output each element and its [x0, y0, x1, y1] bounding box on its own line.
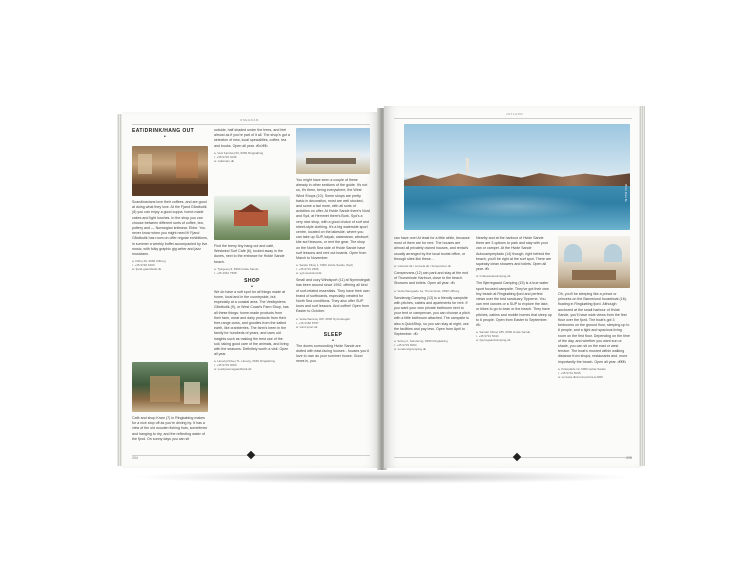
cafe-kram-photo: [132, 362, 208, 412]
kram-info: a. Vest Fjordvej 53, 6950 Ringkøbing t. +45 9732 4046 w. cafekram.dk: [214, 150, 264, 163]
right-column-1: [394, 236, 470, 354]
right-column-2: [476, 236, 552, 345]
left-running-head: OSEGRAM: [240, 118, 259, 122]
westwind-cafe-photo: [214, 196, 290, 240]
windsport-paragraph: Small and cozy Windsport (11) at Nymindegab has been around since 1992, offering all kind of surf-related essentials. They have their own brand of surfboards, especially created for North Sea conditions. They also offer SUP tours and surf lessons. And coffee! Open from Easter to October.: [296, 278, 370, 314]
campervans-paragraph: Campervans (12) can park and stay at the end of Thorsminde Harbour, close to the beach. Showers and toilets. Open all year. •€•: [394, 271, 469, 286]
left-column-1-text: [132, 200, 208, 274]
autocamperplads-paragraph: Nearby and at the harbour of Hvide Sande there are 3 options to park and stay with your van or camper. At the Hvide Sande Autocamperplads (14) though, right behind the beach, you'll be right at the surf spot. There are squeaky clean showers and toilets. Open all year. •€•: [476, 236, 552, 272]
left-column-1: [132, 128, 208, 140]
right-column-3: [558, 292, 630, 382]
kram-continued: outside, half shaded under the trees, and feel almost as if you're part of it all. The shop's got a selection of new, local specialities, coffee, tea and books. Open all year. •€•/•€€•: [214, 128, 290, 148]
sondervig-camping-info: a. Solvej 2, Søndervig, 6950 Ringkøbing t. +45 9733 9004 w. sondervigcamping.dk: [394, 339, 448, 352]
section-title-eat: EAT/DRINK/HANG OUT: [132, 128, 195, 134]
left-header-rule: [132, 124, 370, 125]
section-title-shop: SHOP: [244, 277, 260, 284]
right-page: [384, 106, 642, 468]
shop-dot: •: [251, 283, 253, 290]
houseboat-info: a. Kirkeplads 12, 6960 Hvide Sande t. +45 9731 5045 w. sonvela.dk/comment/ca-HJ269: [558, 366, 606, 379]
rental-houses-paragraph: can have one! At least for a little while, because most of them are for rent. The houses are almost all privately owned houses, and rental's usually arranged by the local tourist office, or through sites like these...: [394, 236, 470, 261]
section-title-sleep: SLEEP: [323, 331, 343, 338]
sleep-paragraph: The dunes surrounding Hvide Sande are dotted with east-facing houses - houses you'd love to own as your summer house. Good news is, you: [296, 343, 369, 364]
houseboat-paragraph: Oh, you'll be sleeping like a prince or princess on the Bønnelund houseboat (16), floating in Ringkøbing fjord. Although anchored at the small harbour of Hvide Sande, you'll have wide views from the first floor over the fjord. The boat's got 3 bedrooms on the ground floor, sleeping up to 6 people, and a light and spacious living room on the first floor. Depending on the time of the day, and whether you want sun or shade, you can sit on the east or west terrace. The boat's moored within walking distance from shops, restaurants and, more importantly the beach. Open all year. •€€€•: [558, 292, 630, 364]
sleep-dot: •: [332, 337, 334, 344]
fjand-paragraph: Scandinavians love their coffees, and are good at doing what they love. At the Fjand Gårdbutik (8) you can enjoy a good cuppa, home-made cakes and light lunches. In the shop you can choose between different sorts of coffee, tea, pottery and — Norwegian knitwear. Ebbe. You never know when you might need it! Fjand Gårdbutik has room on offer regular exhibitions, in summer a weekly buffet accompanied by live music, with folky graphic gig writer and jazz musicians.: [132, 200, 208, 257]
westwind-cafe-paragraph: Find the teeny tiny hang out and café, Westwind Surf Café (6), tucked away in the dunes, next to the entrance for Holde Sande beach.: [214, 244, 285, 264]
rental-houses-info: w. visitvest.dk / sonvela.dk / feriepartner.dk: [394, 264, 451, 269]
west-wind-paragraph: You might have seen a couple of these already in other sections of the guide. It's not us, it's them, being everywhere, the West Wind Shops (10). Some shops are pretty basic in decoration, most are well stocked, and some a tad more, with all sorts of activities on offer. At Hvide Sande there's Nord and Syd, at Hemmet there's Bork. Syd's a very nice shop, with a good choice of surf and street-style clothing. It's a big waterside sport centre, located on the lakeside, where you can take up SUP, kayak, catamaran, windsurf, kite surf lessons, or rent the gear. The shop on the North Sea side of Hvide Sande have surf lessons and rent out boards. Open from March to November.: [296, 178, 370, 261]
left-column-2: [214, 128, 290, 166]
right-header-rule: [394, 118, 632, 119]
left-footer-diamond: [247, 451, 255, 459]
fjand-info: a. Kilboj 49, 6960 Ulfborg t. +45 9749 6400 w. fjand-gaardbutik.dk: [132, 259, 166, 272]
right-running-head: JUTLAND: [506, 112, 524, 116]
left-column-2-middle: [214, 244, 290, 374]
kram-paragraph: Café and shop Kram (7) in Ringkøbing makes for a nice stop off as you're driving by. It has a view of the old wooden fishing huts, sometimes and hanging to dry, and the reflecting water of the fjord. On sunny days you can sit: [132, 416, 208, 441]
right-footer-diamond: [513, 453, 521, 461]
sondervig-camping-paragraph: Søndervig Camping (13) is a friendly campsite with pitches, cabins and apartments for rent. If you want your own private bathroom next to your tent or campervan, you can choose a pitch with a little bathroom attached. The campsite is also a QuickStop, so you can stay at night, use the facilities and pay less. Open from April to September. •€•: [394, 295, 470, 337]
cafe-interior-photo: [132, 146, 208, 196]
houseboat-interior-photo: [558, 236, 630, 288]
bjerregaard-camping-info: a. Sønder Klitvej 185, 6960 Hvide Sande t. +45 9731 5044 w. bjerregaardcamping.dk: [476, 330, 531, 343]
west-wind-shop-photo: [296, 128, 370, 174]
farm-shop-info: a. Houvig Klitvej 71, Houvig, 6960 Ringkøbing t. +45 9733 0000 w. vestkystensgaardbutik.dk: [214, 359, 276, 372]
farm-shop-paragraph: We do have a soft spot for all things made at home, local and in the countryside, but especially at a coastal area. The Vestkystens Gårdbutik (9), or West Coast's Farm Shop, has all these things: home-made products from their farm, meat and dairy products from their free-range cows, and goodies from the salted earth, like cranberries. The farm's been in the family for hundreds of years, and uses old insights such as making the best use of the soil, taking good care of the animals, and living with the seasons. Definitely worth a visit. Open all year.: [214, 289, 289, 357]
photo-credit: Photo: Klavs Bo: [624, 184, 627, 202]
harbour-sea-photo: [404, 124, 630, 230]
left-page: [122, 112, 380, 468]
right-page-number: 205: [626, 456, 632, 460]
left-column-1-bottom: [132, 416, 208, 444]
west-wind-info: a. Sande Kilvej 1, 6960 Hvide Sande (Syd) t. +45 9731 2666 w. syd.westwind.dk: [296, 263, 353, 276]
campervans-info: a. Vesterhavsgade 1a, Thorsminde, 6990 Ulfborg: [394, 288, 460, 293]
westwind-cafe-info: a. Tjorgevej 9, 6960 Hvide Sande t. +45 4061 7568: [214, 266, 259, 275]
open-guidebook: [122, 104, 642, 476]
windsport-info: a. Vesterhavsvej 325, 6830 Nymindegab t. +45 2182 8787 w. wind.sport.dk: [296, 316, 350, 329]
bjerregaard-camping-paragraph: The Bjerregaard Camping (15) is a true water sport focused campsite. They've got their own tiny beach at Ringkøbing fjord and perfect views over the bird sanctuary Tipperne. You can rent canoes or a SUP to explore the lake, or bikes to go to town or the beach. They have pitches, cabins and mobile homes that sleep up to 6 people. Open from Easter to September. •€•: [476, 281, 552, 328]
section-dot: •: [164, 134, 166, 140]
right-page-edges: [639, 106, 645, 466]
left-page-number: 204: [132, 456, 138, 460]
autocamperplads-info: w. hvidesandecamping.dk: [476, 274, 511, 279]
left-column-3: [296, 178, 370, 366]
